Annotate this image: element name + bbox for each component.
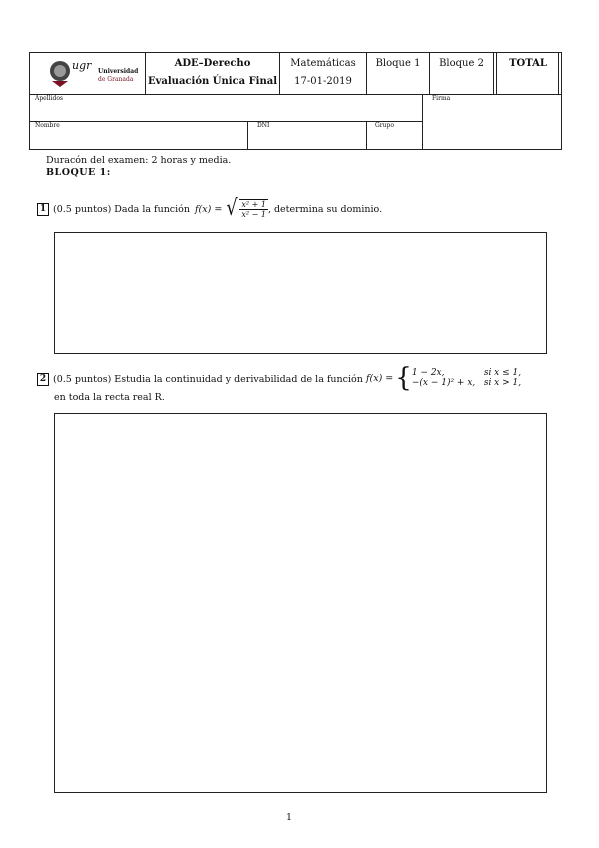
answer-box-2[interactable] [54, 413, 547, 793]
subject-cell [279, 52, 366, 95]
q2-piece1-expr: 1 − 2x, [411, 368, 445, 378]
total-label: TOTAL [509, 58, 547, 69]
q1-denominator: x² − 1 [241, 210, 266, 219]
university-logo [40, 57, 140, 89]
q1-function-lhs: f(x) = [195, 203, 223, 215]
degree-title: ADE–Derecho [174, 58, 251, 69]
page-number: 1 [286, 812, 293, 823]
q2-piece2-cond: si x > 1, [483, 378, 522, 388]
degree-cell [145, 52, 279, 95]
q2-function-lhs: f(x) = [366, 372, 394, 384]
question-2-number: 2 [37, 373, 49, 386]
surname-field[interactable]: Apellidos [35, 95, 64, 102]
question-2-text: (0.5 puntos) Estudia la continuidad y derivabilidad de la función [53, 374, 363, 385]
answer-box-1[interactable] [54, 232, 547, 354]
logo-mark: ugr [72, 59, 92, 72]
group-field[interactable]: Grupo [375, 122, 394, 129]
block2-score-cell[interactable] [429, 52, 493, 95]
block1-score-cell[interactable] [366, 52, 429, 95]
name-field[interactable]: Nombre [35, 122, 60, 129]
question-2 [37, 373, 363, 386]
subject: Matemáticas [290, 58, 356, 69]
exam-duration: Duracón del examen: 2 horas y media. [46, 155, 232, 166]
q2-piece2-expr: −(x − 1)² + x, [411, 378, 476, 388]
question-1-number: 1 [37, 203, 49, 216]
q2-piece1-cond: si x ≤ 1, [483, 368, 522, 378]
q1-numerator: x² + 1 [241, 200, 266, 209]
exam-type: Evaluación Única Final [147, 76, 278, 87]
q2-piecewise-function: f(x) = { 1 − 2x, si x ≤ 1, −(x − 1)² + x, si x > 1, [366, 363, 522, 393]
question-1 [37, 198, 382, 220]
id-field[interactable]: DNI [257, 122, 270, 129]
block2-label: Bloque 2 [439, 58, 484, 69]
question-2-line2: en toda la recta real R. [54, 392, 165, 403]
block-title: BLOQUE 1: [46, 167, 111, 178]
university-line1: Universidad [98, 68, 139, 75]
question-1-text-after: , determina su dominio. [267, 203, 383, 215]
q1-sqrt: √ $\frac{\text{x² + 1}}{\text{x² − 1}}$ [226, 196, 266, 221]
signature-field[interactable]: Firma [432, 95, 451, 102]
exam-date: 17-01-2019 [294, 76, 352, 87]
university-line2: de Granada [98, 76, 134, 83]
question-1-text: (0.5 puntos) Dada la función [53, 203, 191, 215]
block1-label: Bloque 1 [375, 58, 421, 69]
total-score-cell[interactable] [493, 52, 562, 95]
